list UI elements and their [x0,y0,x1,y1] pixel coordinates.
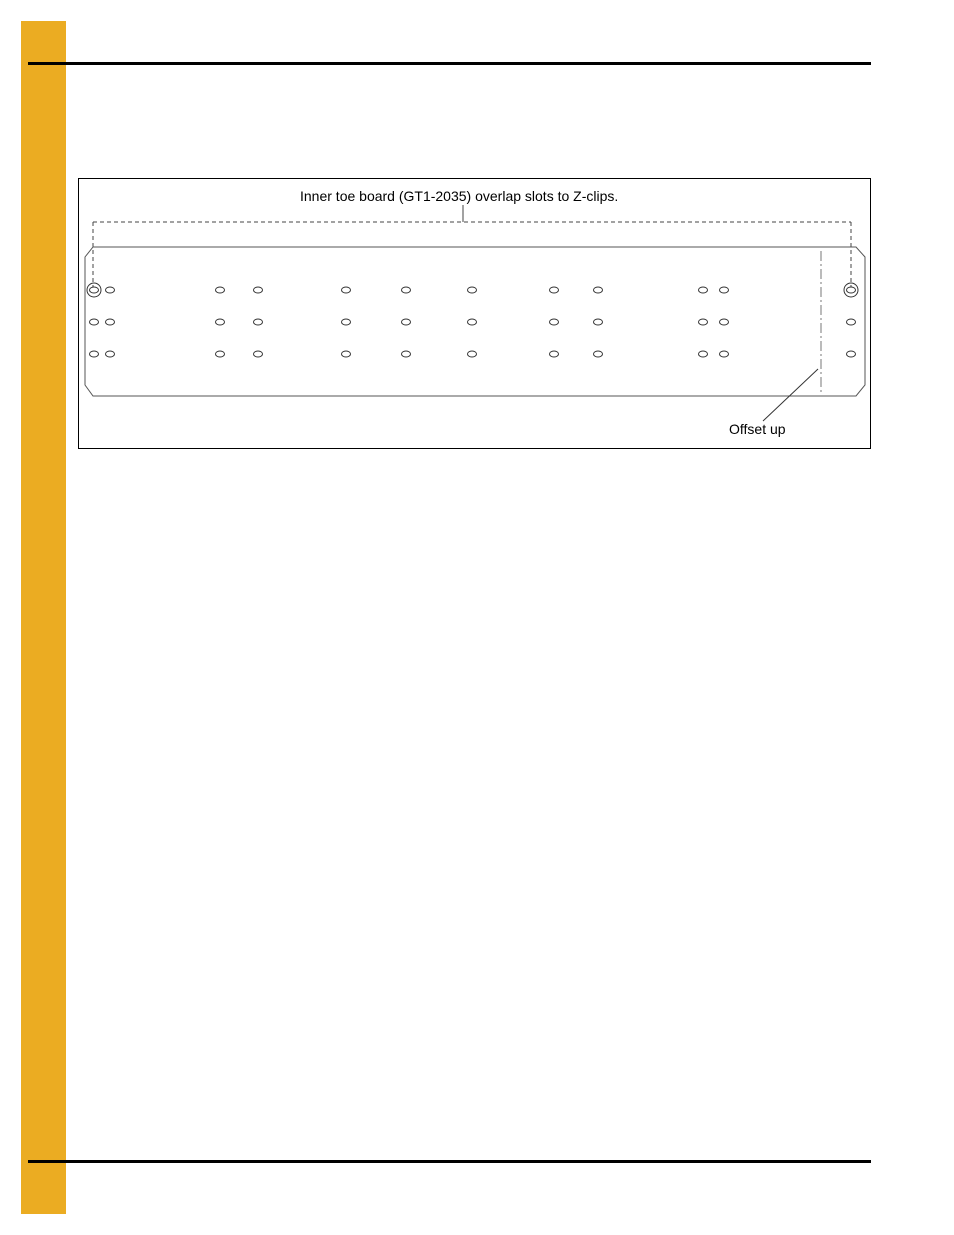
slot-hole [216,351,225,357]
slot-hole [550,351,559,357]
slot-hole [342,287,351,293]
slot-hole [594,351,603,357]
header-rule [28,62,871,65]
slot-hole [699,351,708,357]
slot-hole [699,287,708,293]
overlap-callout: Inner toe board (GT1-2035) overlap slots to Z-clips. [300,188,619,204]
slot-hole [720,287,729,293]
slot-hole [720,319,729,325]
slot-hole [847,287,856,293]
slot-hole [720,351,729,357]
slot-hole [254,351,263,357]
slot-hole [402,351,411,357]
slot-hole [402,319,411,325]
toe-board-figure [78,178,871,449]
footer-rule [28,1160,871,1163]
slot-hole [594,287,603,293]
chapter-side-tab [21,21,66,1214]
slot-hole [90,319,99,325]
slot-hole [90,287,99,293]
slot-hole [216,319,225,325]
slot-hole [402,287,411,293]
slot-pattern [90,287,856,357]
toe-board-outline [85,247,865,396]
slot-hole [847,319,856,325]
slot-hole [106,351,115,357]
slot-hole [468,287,477,293]
slot-hole [342,319,351,325]
offset-callout: Offset up [729,421,786,437]
slot-hole [550,319,559,325]
slot-hole [468,351,477,357]
slot-hole [90,351,99,357]
slot-hole [594,319,603,325]
slot-hole [106,319,115,325]
slot-hole [468,319,477,325]
overlap-bracket [93,222,851,287]
slot-hole [254,319,263,325]
slot-hole [847,351,856,357]
slot-hole [550,287,559,293]
slot-hole [106,287,115,293]
slot-hole [216,287,225,293]
offset-leader [763,369,818,421]
slot-hole [342,351,351,357]
toe-board-drawing [79,179,870,448]
slot-hole [254,287,263,293]
slot-hole [699,319,708,325]
